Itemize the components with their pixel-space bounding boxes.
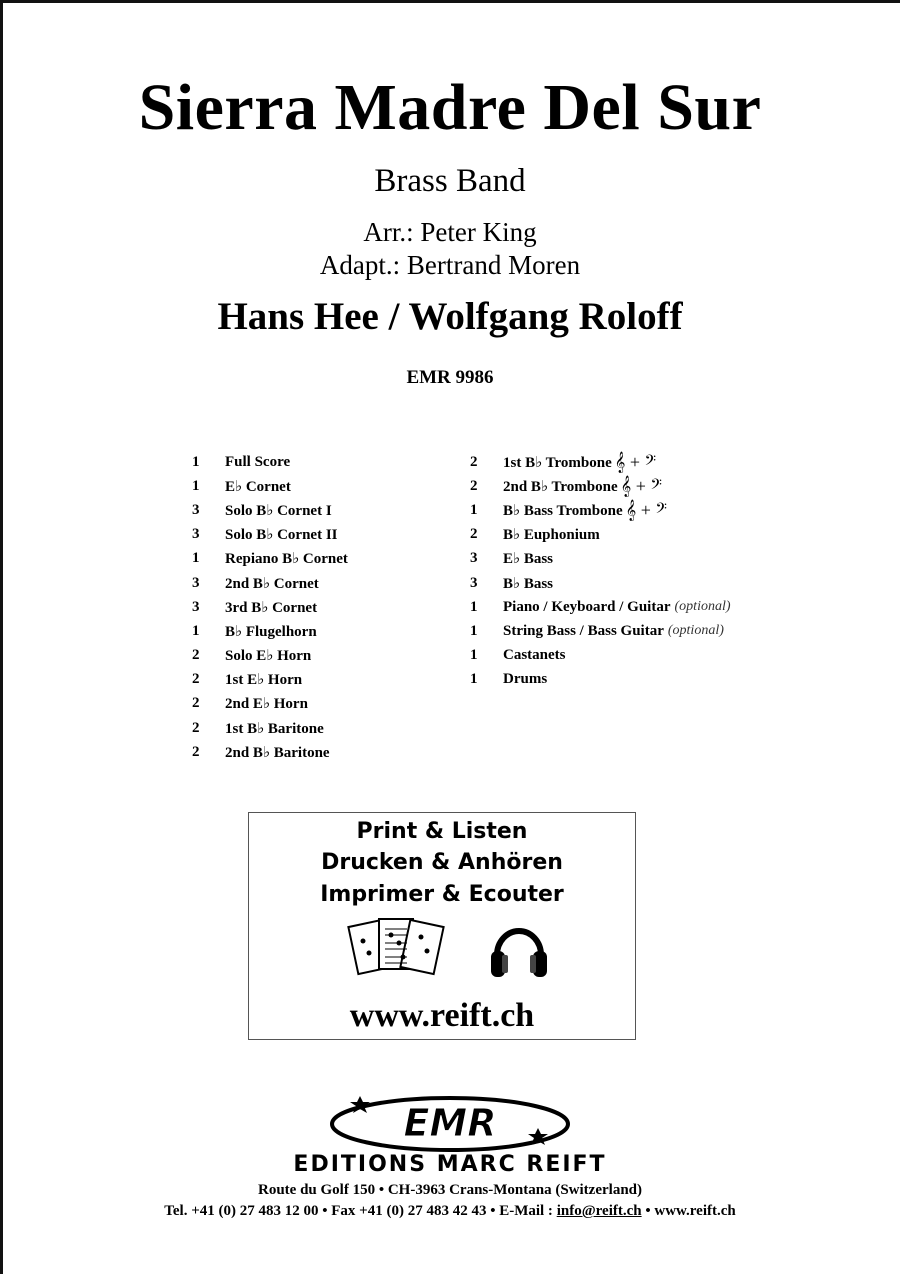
part-name: 2nd B♭ Trombone (503, 478, 618, 495)
parts-list-left (192, 450, 348, 764)
part-quantity: 1 (470, 622, 478, 639)
adapter: Adapt.: Bertrand Moren (319, 250, 581, 280)
part-name: E♭ Bass (503, 551, 554, 568)
part-row (470, 547, 731, 571)
part-name: B♭ Bass (503, 575, 554, 592)
part-row (192, 498, 348, 522)
part-row (470, 595, 731, 619)
contact-phone-fax: Tel. +41 (0) 27 483 12 00 • Fax +41 (0) 27 483 42 43 • E-Mail : (164, 1203, 557, 1219)
promo-url[interactable]: www.reift.ch (349, 997, 535, 1034)
part-quantity: 2 (470, 453, 478, 470)
part-row (192, 668, 348, 692)
part-row (192, 547, 348, 571)
clef-icon: 𝄞 + 𝄢 (620, 475, 662, 496)
part-optional-note: (optional) (667, 623, 724, 639)
part-name: String Bass / Bass Guitar (503, 622, 664, 639)
print-listen-box (248, 812, 636, 1040)
part-name: B♭ Bass Trombone (503, 502, 623, 519)
sheet-music-icon (347, 913, 447, 985)
part-quantity: 1 (470, 501, 478, 518)
part-name: Drums (503, 671, 548, 688)
part-name: Repiano B♭ Cornet (225, 551, 348, 568)
part-row (192, 595, 348, 619)
composer: Hans Hee / Wolfgang Roloff (217, 295, 683, 338)
part-name: B♭ Flugelhorn (225, 623, 317, 640)
part-name: Solo B♭ Cornet II (225, 527, 338, 544)
part-quantity: 2 (470, 526, 478, 543)
part-row (470, 668, 731, 692)
part-quantity: 2 (192, 719, 200, 736)
part-row (192, 716, 348, 740)
parts-list-right (470, 450, 731, 692)
part-quantity: 1 (470, 671, 478, 688)
part-name: 2nd B♭ Cornet (225, 575, 319, 592)
part-quantity: 3 (192, 501, 200, 518)
svg-text:EMR: EMR (403, 1101, 497, 1145)
clef-icon: 𝄞 + 𝄢 (614, 451, 657, 472)
part-optional-note: (optional) (674, 599, 731, 615)
part-name: B♭ Euphonium (503, 527, 600, 544)
part-quantity: 3 (192, 574, 200, 591)
part-row (470, 450, 731, 474)
clef-icon: 𝄞 + 𝄢 (625, 499, 667, 520)
part-name: Piano / Keyboard / Guitar (503, 598, 671, 615)
publisher-contact (0, 1203, 900, 1220)
part-row (470, 571, 731, 595)
part-name: Solo E♭ Horn (225, 648, 312, 665)
contact-email-link[interactable]: info@reift.ch (556, 1203, 642, 1219)
part-quantity: 3 (192, 598, 200, 615)
publisher-address: Route du Golf 150 • CH-3963 Crans-Montana (Switzerland) (258, 1182, 642, 1198)
ensemble-type: Brass Band (374, 163, 526, 199)
part-name: Solo B♭ Cornet I (225, 502, 332, 519)
part-quantity: 1 (470, 647, 478, 664)
part-quantity: 2 (192, 671, 200, 688)
promo-line-english: Print & Listen (356, 819, 528, 844)
part-quantity: 2 (192, 695, 200, 712)
part-row (470, 474, 731, 498)
part-row (470, 498, 731, 522)
page-border-top (0, 0, 900, 3)
arranger: Arr.: Peter King (363, 217, 537, 247)
part-row (192, 740, 348, 764)
part-quantity: 1 (192, 622, 200, 639)
part-row (192, 450, 348, 474)
part-row (192, 619, 348, 643)
part-name: 1st B♭ Baritone (225, 720, 324, 737)
part-quantity: 2 (470, 477, 478, 494)
publisher-name: EDITIONS MARC REIFT (293, 1152, 607, 1177)
part-row (192, 692, 348, 716)
part-row (192, 644, 348, 668)
part-name: Full Score (225, 453, 291, 470)
part-row (470, 644, 731, 668)
promo-line-german: Drucken & Anhören (321, 850, 563, 875)
contact-website: • www.reift.ch (641, 1203, 736, 1219)
score-title: Sierra Madre Del Sur (138, 71, 762, 144)
part-row (192, 474, 348, 498)
part-name: 3rd B♭ Cornet (225, 599, 318, 616)
part-quantity: 1 (192, 550, 200, 567)
part-row (192, 571, 348, 595)
part-quantity: 3 (470, 574, 478, 591)
part-quantity: 1 (192, 477, 200, 494)
headphones-icon (489, 913, 549, 985)
emr-logo (300, 1088, 600, 1158)
part-quantity: 1 (192, 453, 200, 470)
part-row (192, 523, 348, 547)
part-quantity: 2 (192, 647, 200, 664)
promo-line-french: Imprimer & Ecouter (320, 882, 564, 907)
part-name: 2nd E♭ Horn (225, 696, 308, 713)
part-quantity: 3 (470, 550, 478, 567)
part-name: 1st B♭ Trombone (503, 454, 612, 471)
part-row (470, 523, 731, 547)
part-quantity: 3 (192, 526, 200, 543)
part-name: Castanets (503, 647, 566, 664)
part-name: 2nd B♭ Baritone (225, 744, 330, 761)
catalog-code: EMR 9986 (406, 367, 494, 388)
part-quantity: 2 (192, 743, 200, 760)
part-name: E♭ Cornet (225, 478, 291, 495)
part-quantity: 1 (470, 598, 478, 615)
part-name: 1st E♭ Horn (225, 672, 303, 689)
part-row (470, 619, 731, 643)
